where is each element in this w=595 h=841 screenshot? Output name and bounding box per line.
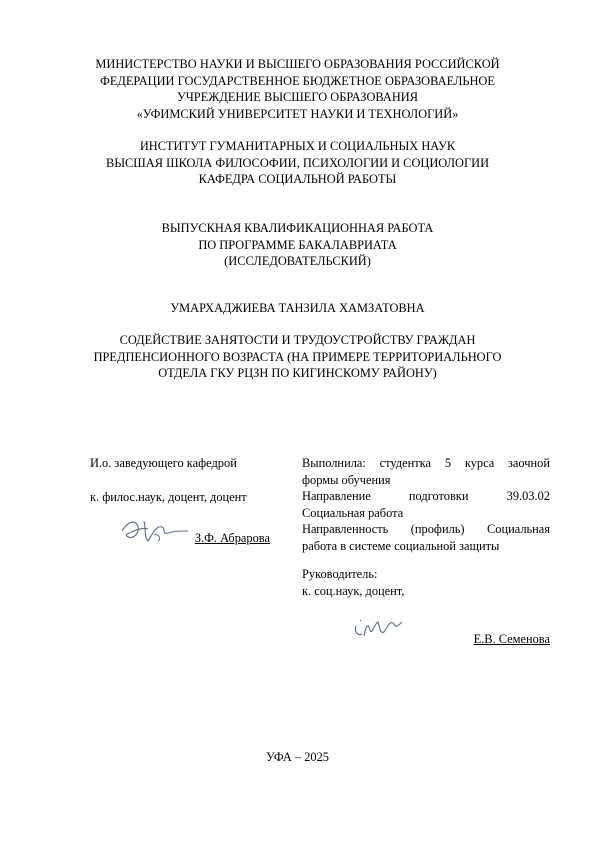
header-line: ФЕДЕРАЦИИ ГОСУДАРСТВЕННОЕ БЮДЖЕТНОЕ ОБРАЗОВАЕЛЬНОЕ	[100, 73, 495, 88]
work-type-line: ПО ПРОГРАММЕ БАКАЛАВРИАТА	[198, 237, 397, 252]
direction-line-2: Социальная работа	[302, 505, 404, 520]
header-line: МИНИСТЕРСТВО НАУКИ И ВЫСШЕГО ОБРАЗОВАНИЯ РОССИЙСКОЙ	[95, 57, 500, 71]
topic-line: СОДЕЙСТВИЕ ЗАНЯТОСТИ И ТРУДОУСТРОЙСТВУ ГРАЖДАН	[119, 333, 476, 347]
head-name	[90, 530, 270, 547]
word: Выполнила:	[302, 456, 366, 470]
word: (профиль)	[410, 522, 465, 536]
ministry-header	[60, 56, 535, 122]
profile-line-2: работа в системе социальной защиты	[302, 538, 500, 553]
head-role	[90, 455, 270, 472]
word: 39.03.02	[506, 489, 550, 503]
work-type-line: ВЫПУСКНАЯ КВАЛИФИКАЦИОННАЯ РАБОТА	[161, 221, 434, 235]
institute-line: ИНСТИТУТ ГУМАНИТАРНЫХ И СОЦИАЛЬНЫХ НАУК	[139, 139, 456, 153]
topic-line: ПРЕДПЕНСИОННОГО ВОЗРАСТА (НА ПРИМЕРЕ ТЕРРИТОРИАЛЬНОГО	[93, 349, 502, 364]
head-name-text: З.Ф. Абрарова	[194, 531, 270, 545]
supervisor-degree: к. соц.наук, доцент,	[302, 583, 405, 598]
head-degree-text: к. филос.наук, доцент, доцент	[90, 490, 247, 504]
header-line: «УФИМСКИЙ УНИВЕРСИТЕТ НАУКИ И ТЕХНОЛОГИЙ»	[136, 106, 459, 121]
word: Социальная	[487, 522, 550, 536]
topic-line: ОТДЕЛА ГКУ РЦЗН ПО КИГИНСКОМУ РАЙОНУ)	[158, 366, 437, 380]
work-type	[60, 220, 535, 270]
author-line: УМАРХАДЖИЕВА ТАНЗИЛА ХАМЗАТОВНА	[170, 301, 425, 315]
profile-line-1	[302, 521, 550, 538]
supervisor-info	[302, 566, 550, 599]
word: подготовки	[408, 489, 469, 503]
word: Направленность	[302, 522, 389, 536]
thesis-topic	[60, 332, 535, 382]
institute-header	[60, 138, 535, 188]
institute-line: ВЫСШАЯ ШКОЛА ФИЛОСОФИИ, ПСИХОЛОГИИ И СОЦИОЛОГИИ	[105, 155, 490, 170]
word: заочной	[508, 456, 550, 470]
author-name	[60, 300, 535, 317]
direction-line-1	[302, 488, 550, 505]
work-type-line: (ИССЛЕДОВАТЕЛЬСКИЙ)	[224, 254, 371, 268]
head-degree	[90, 489, 270, 506]
supervisor-name	[302, 631, 550, 648]
word: Направление	[302, 489, 371, 503]
supervisor-name-text: Е.В. Семенова	[473, 632, 550, 646]
performer-line-2: формы обучения	[302, 472, 391, 487]
city-year: УФА – 2025	[266, 750, 329, 764]
word: 5	[444, 456, 452, 470]
institute-line: КАФЕДРА СОЦИАЛЬНОЙ РАБОТЫ	[198, 172, 397, 186]
word: курса	[464, 456, 495, 470]
header-line: УЧРЕЖДЕНИЕ ВЫСШЕГО ОБРАЗОВАНИЯ	[176, 90, 419, 104]
performer-line-1	[302, 455, 550, 472]
supervisor-label: Руководитель:	[302, 567, 378, 581]
head-role-text: И.о. заведующего кафедрой	[90, 456, 237, 470]
word: студентка	[379, 456, 431, 470]
performer-info	[302, 455, 550, 554]
